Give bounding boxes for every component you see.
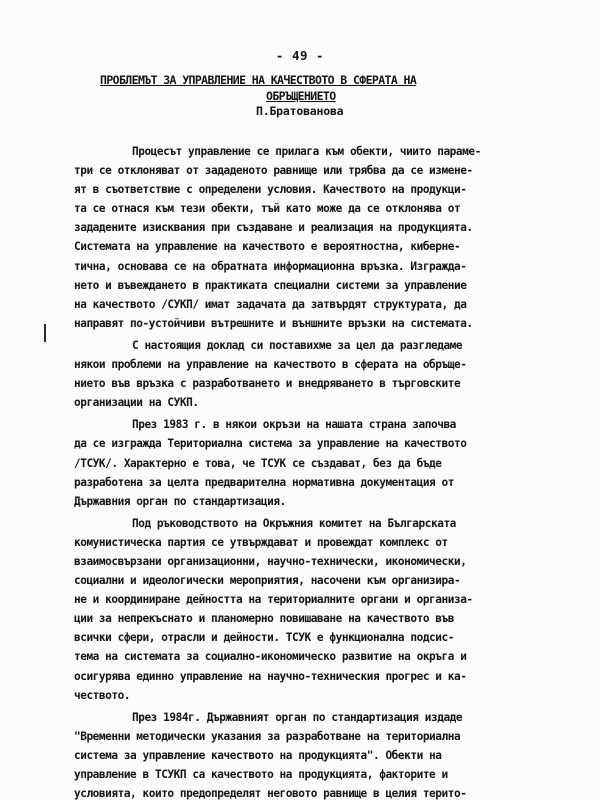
- text-line: осигурява единно управление на научно-техническия прогрес и ка-: [74, 669, 467, 683]
- text-line: ции за непрекъснато и планомерно повишаване на качеството във: [74, 612, 454, 626]
- body-text: [74, 142, 554, 800]
- paragraph: [74, 514, 554, 705]
- text-line: зададените изисквания при създаване и реализация на продукцията.: [74, 221, 473, 235]
- paragraph: [74, 415, 554, 510]
- text-line: През 1984г. Държавният орган по стандартизация издаде: [132, 710, 463, 724]
- text-line: да се изгражда Териториална система за управление на качеството: [74, 437, 467, 451]
- text-line: нието във връзка с разработването и внедряването в търговските: [74, 377, 461, 391]
- text-line: взаимосвързани организационни, научно-технически, икономически,: [74, 554, 467, 568]
- text-line: комунистическа партия се утвърждават и провеждат комплекс от: [74, 535, 448, 549]
- text-line: на качеството /СУКП/ имат задачата да затвърдят структурата, да: [74, 297, 467, 311]
- text-line: "Временни методически указания за разработване на териториална: [74, 729, 461, 743]
- text-line: управление в ТСУКП са качеството на продукцията, факторите и: [74, 768, 448, 781]
- title-line-2: ОБРЪЩЕНИЕТО: [266, 89, 336, 103]
- text-line: Системата на управление на качеството е вероятностна, киберне-: [74, 240, 461, 254]
- text-line: някои проблеми на управление на качеството в сферата на обръще-: [74, 358, 467, 372]
- text-line: тична, основава се на обратната информационна връзка. Изграждa-: [74, 259, 467, 273]
- paragraph: [74, 336, 554, 412]
- text-line: разработена за целта предварителна нормативна документация от: [74, 475, 454, 489]
- text-line: нето и въвеждането в практиката специални системи за управление: [74, 278, 467, 292]
- paragraph: [74, 142, 554, 333]
- paragraph: [74, 708, 554, 800]
- text-line: През 1983 г. в някои окръзи на нашата страна започва: [132, 418, 456, 432]
- text-line: социални и идеологически мероприятия, насочени към организира-: [74, 574, 461, 588]
- margin-mark: [44, 324, 46, 342]
- document-title: [100, 72, 540, 104]
- text-line: чеството.: [74, 688, 131, 702]
- text-line: не и координиране дейността на териториалните органи и организа-: [74, 593, 473, 607]
- text-line: /ТСУК/. Характерно е това, че ТСУК се създават, без да бъде: [74, 456, 442, 470]
- page-number: - 49 -: [275, 48, 325, 63]
- text-line: ят в съответствие с определени условия. Качеството на продукци-: [74, 183, 467, 197]
- text-line: направят по-устойчиви вътрешните и външните връзки на системата.: [74, 316, 473, 330]
- text-line: Държавния орган по стандартизация.: [74, 494, 286, 508]
- text-line: условията, които предопределят неговото равнище в целия терито-: [74, 787, 467, 800]
- text-line: три се отклоняват от зададеното равнище или трябва да се измене-: [74, 164, 473, 178]
- text-line: система за управление качеството на продукцията". Обекти на: [74, 748, 442, 762]
- text-line: С настоящия доклад си поставихме за цел да разгледаме: [132, 338, 463, 352]
- text-line: организации на СУКП.: [74, 396, 199, 410]
- text-line: Под ръководството на Окръжния комитет на Българската: [132, 516, 456, 530]
- text-line: Процесът управление се прилага към обекти, чиито парамe-: [132, 145, 481, 158]
- title-line-1: ПРОБЛЕМЪТ ЗА УПРАВЛЕНИЕ НА КАЧЕСТВОТО В СФЕРАТА НА: [100, 73, 417, 87]
- text-line: та се отнася към тези обекти, тъй като може да се отклонява от: [74, 202, 461, 216]
- author-name: П.Братованова: [256, 104, 344, 118]
- text-line: тема на системата за социално-икономическо развитие на окръга и: [74, 650, 467, 664]
- text-line: всички сфери, отрасли и дейности. ТСУК е функционална подсис-: [74, 631, 454, 645]
